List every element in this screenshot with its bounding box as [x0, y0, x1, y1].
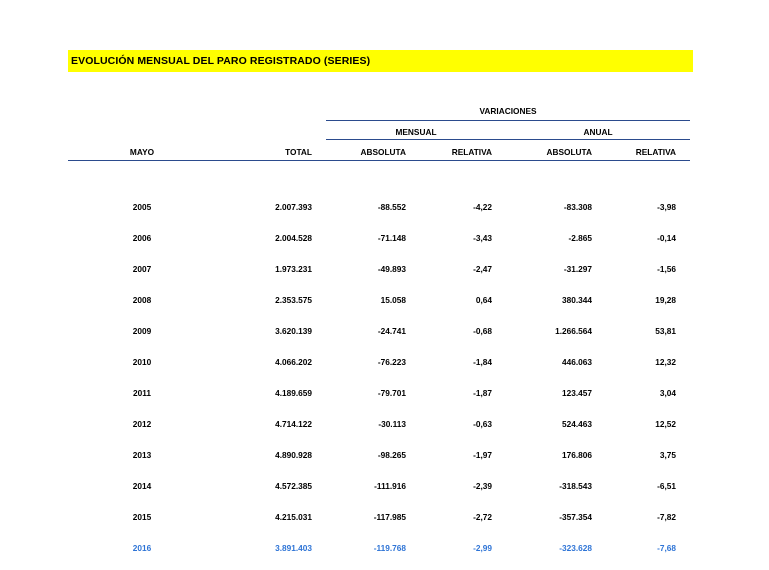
header-row-groups	[68, 121, 690, 140]
header-empty-3	[68, 121, 216, 140]
cell-total: 4.890.928	[275, 449, 312, 460]
cell-total: 2.004.528	[275, 232, 312, 243]
cell-mensual_relativa: -1,97	[473, 449, 492, 460]
cell-year: 2011	[133, 387, 151, 398]
header-col-mensual-absoluta: ABSOLUTA	[326, 140, 420, 161]
cell-anual_absoluta: -318.543	[559, 480, 592, 491]
table-row	[68, 253, 690, 284]
cell-mensual_relativa: -0,68	[473, 325, 492, 336]
table-spacer-cell	[68, 161, 690, 192]
cell-total: 4.189.659	[275, 387, 312, 398]
header-col-total: TOTAL	[216, 140, 326, 161]
cell-mensual_relativa: -1,87	[473, 387, 492, 398]
cell-year: 2009	[132, 325, 152, 336]
table-row	[68, 377, 690, 408]
cell-year: 2013	[132, 449, 152, 460]
cell-mensual_relativa: -4,22	[473, 201, 492, 212]
cell-anual_absoluta: 380.344	[562, 294, 592, 305]
cell-anual_absoluta: -83.308	[563, 201, 592, 212]
cell-anual_absoluta: -31.297	[563, 263, 592, 274]
cell-anual_relativa: -1,56	[657, 263, 677, 274]
cell-anual_relativa: -3,98	[657, 201, 677, 212]
header-row-variaciones	[68, 104, 690, 121]
cell-mensual_absoluta: -98.265	[377, 449, 406, 460]
cell-mensual_relativa: -0,63	[473, 418, 492, 429]
table-spacer-row	[68, 161, 690, 192]
cell-mensual_relativa: -1,84	[473, 356, 492, 367]
cell-total: 1.973.231	[275, 263, 312, 274]
cell-mensual_absoluta: 15.058	[380, 294, 406, 305]
header-variaciones: VARIACIONES	[326, 104, 690, 121]
cell-total: 4.215.031	[275, 511, 312, 522]
cell-total: 2.353.575	[275, 294, 312, 305]
table-row	[68, 346, 690, 377]
header-col-anual-absoluta: ABSOLUTA	[506, 140, 606, 161]
table-row	[68, 222, 690, 253]
cell-anual_relativa: 19,28	[655, 294, 677, 305]
cell-anual_relativa: -0,14	[657, 232, 677, 243]
cell-mensual_relativa: -2,99	[473, 542, 492, 553]
cell-mensual_absoluta: -30.113	[378, 418, 406, 429]
cell-mensual_relativa: -3,43	[473, 232, 492, 243]
cell-mensual_absoluta: -49.893	[377, 263, 406, 274]
cell-year: 2008	[132, 294, 152, 305]
cell-anual_absoluta: 123.457	[562, 387, 592, 398]
header-row-columns	[68, 140, 690, 161]
cell-mensual_relativa: -2,39	[473, 480, 492, 491]
cell-anual_relativa: 3,75	[659, 449, 677, 460]
cell-total: 2.007.393	[275, 201, 312, 212]
header-empty-2	[216, 104, 326, 121]
cell-total: 4.714.122	[275, 418, 312, 429]
cell-mensual_relativa: -2,72	[473, 511, 492, 522]
table-header	[68, 104, 690, 161]
cell-total: 3.620.139	[275, 325, 312, 336]
cell-anual_absoluta: 176.806	[562, 449, 592, 460]
page-title: EVOLUCIÓN MENSUAL DEL PARO REGISTRADO (SERIES)	[71, 55, 371, 67]
header-empty-1	[68, 104, 216, 121]
cell-total: 3.891.403	[275, 542, 312, 553]
cell-mensual_absoluta: -76.223	[377, 356, 406, 367]
cell-anual_absoluta: 524.463	[562, 418, 592, 429]
cell-anual_absoluta: -323.628	[559, 542, 592, 553]
cell-mensual_absoluta: -111.916	[374, 480, 406, 491]
cell-mensual_absoluta: -24.741	[377, 325, 406, 336]
table-row	[68, 284, 690, 315]
paro-registrado-table	[68, 104, 690, 563]
cell-anual_absoluta: 446.063	[562, 356, 592, 367]
table-row	[68, 501, 690, 532]
cell-mensual_absoluta: -71.148	[377, 232, 406, 243]
header-col-mensual-relativa: RELATIVA	[420, 140, 506, 161]
cell-total: 4.572.385	[275, 480, 312, 491]
cell-year: 2016	[132, 542, 152, 553]
cell-year: 2014	[132, 480, 152, 491]
cell-mensual_absoluta: -88.552	[377, 201, 406, 212]
cell-anual_absoluta: 1.266.564	[555, 325, 592, 336]
table-row	[68, 315, 690, 346]
table-row	[68, 470, 690, 501]
header-group-anual: ANUAL	[506, 121, 690, 140]
cell-mensual_absoluta: -117.985	[373, 511, 406, 522]
cell-anual_relativa: 12,52	[655, 418, 677, 429]
table-body	[68, 161, 690, 564]
cell-total: 4.066.202	[275, 356, 312, 367]
table-row	[68, 408, 690, 439]
cell-year: 2006	[132, 232, 152, 243]
cell-year: 2012	[132, 418, 152, 429]
report-title-banner	[68, 50, 693, 72]
cell-year: 2010	[132, 356, 152, 367]
cell-year: 2007	[132, 263, 152, 274]
cell-year: 2015	[132, 511, 152, 522]
cell-anual_relativa: -6,51	[657, 480, 677, 491]
header-col-year: MAYO	[68, 140, 216, 161]
cell-anual_absoluta: -2.865	[568, 232, 592, 243]
cell-anual_relativa: -7,82	[657, 511, 677, 522]
header-group-mensual: MENSUAL	[326, 121, 506, 140]
table-row	[68, 191, 690, 222]
cell-anual_relativa: 3,04	[659, 387, 677, 398]
cell-mensual_absoluta: -79.701	[377, 387, 406, 398]
cell-mensual_absoluta: -119.768	[373, 542, 406, 553]
cell-anual_relativa: 53,81	[655, 325, 677, 336]
header-col-anual-relativa: RELATIVA	[606, 140, 690, 161]
table-row	[68, 439, 690, 470]
cell-anual_relativa: -7,68	[657, 542, 677, 553]
cell-year: 2005	[132, 201, 152, 212]
cell-mensual_relativa: 0,64	[475, 294, 492, 305]
header-empty-4	[216, 121, 326, 140]
cell-anual_relativa: 12,32	[655, 356, 677, 367]
table-row	[68, 532, 690, 563]
cell-anual_absoluta: -357.354	[559, 511, 592, 522]
cell-mensual_relativa: -2,47	[473, 263, 492, 274]
